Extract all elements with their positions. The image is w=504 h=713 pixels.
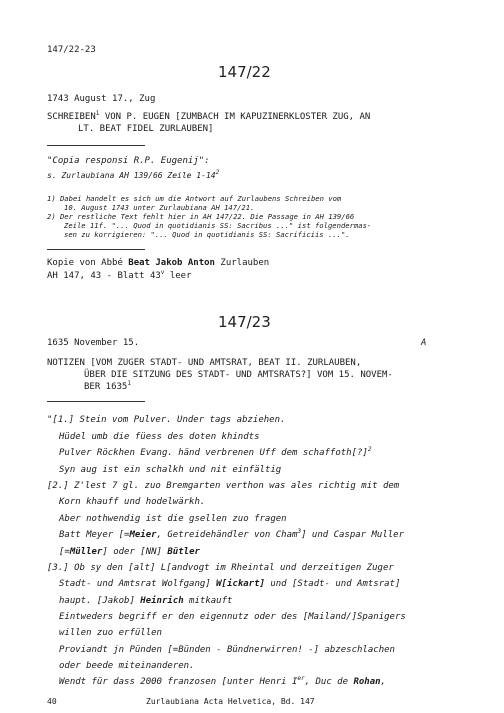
document-title-continued: ÜBER DIE SITZUNG DES STADT- UND AMTSRATS?] VOM 15. NOVEM- bbox=[84, 370, 393, 380]
document-title: NOTIZEN [VOM ZUGER STADT- UND AMTSRAT, BEAT II. ZURLAUBEN, bbox=[47, 358, 362, 368]
document-number: 147/23 bbox=[218, 313, 271, 331]
document-date: 1635 November 15. bbox=[47, 338, 140, 348]
transcript-line: "[1.] Stein vom Pulver. Under tags abziehen. bbox=[47, 415, 286, 425]
footnote-1-line-1: 1) Dabei handelt es sich um die Antwort auf Zurlaubens Schreiben vom bbox=[47, 194, 342, 203]
transcript-line: [=Müller] oder [NN] Bütler bbox=[59, 547, 200, 557]
transcript-line: Eintweders begriff er den eigennutz oder des [Mailand/]Spanigers bbox=[59, 612, 406, 622]
source-reference: s. Zurlaubiana AH 139/66 Zeile $1-14^2$ bbox=[47, 169, 220, 180]
footnote-1-line-2: 10. August 1743 unter Zurlaubiana AH 147/21. bbox=[64, 203, 255, 212]
transcript-line: oder beede miteinanderen. bbox=[59, 661, 195, 671]
document-title-continued: LT. BEAT FIDEL ZURLAUBEN] bbox=[78, 124, 214, 134]
document-mark: A bbox=[421, 338, 427, 348]
copy-note: Kopie von Abbé Beat Jakob Anton Zurlauben bbox=[47, 258, 270, 268]
transcript-line: [3.] Ob sy den [alt] L[andvogt im Rheintal und derzeitigen Zuger bbox=[47, 563, 394, 573]
document-title-continued: BER 1635$^1$ bbox=[84, 380, 131, 392]
quoted-heading: "Copia responsi R.P. Eugenij": bbox=[47, 156, 210, 166]
footnote-2-line-3: sen zu korrigieren: "... Quod in quotidianis SS: Sacrificiis ...". bbox=[64, 230, 350, 239]
footnote-2-line-1: 2) Der restliche Text fehlt hier in AH 147/22. Die Passage in AH 139/66 bbox=[47, 212, 355, 221]
footnote-2-line-2: Zeile 11f. "... Quod in quotidianis SS: Sacribus ..." ist folgendermas- bbox=[64, 221, 372, 230]
transcript-line: Proviandt jn Pünden [=Bünden - Bündnerwirren! -] abzeschlachen bbox=[59, 645, 395, 655]
transcript-line: willen zuo erfüllen bbox=[59, 628, 162, 638]
section-divider bbox=[47, 249, 145, 250]
transcript-line: Aber nothwendig ist die gsellen zuo fragen bbox=[59, 514, 287, 524]
transcript-line: Syn aug ist ein schalkh und nit einfältig bbox=[59, 465, 282, 475]
transcript-line: Hüdel umb die füess des doten khindts bbox=[59, 432, 260, 442]
section-divider bbox=[47, 145, 145, 146]
transcript-line: [2.] Z'lest 7 gl. zuo Bremgarten verthon was ales richtig mit dem bbox=[47, 481, 400, 491]
header-reference: 147/22-23 bbox=[47, 45, 96, 55]
document-date: 1743 August 17., Zug bbox=[47, 94, 156, 104]
running-footer: Zurlaubiana Acta Helvetica, Bd. 147 bbox=[146, 697, 315, 706]
transcript-line: Batt Meyer [=Meier, Getreidehändler von Cham$^3$] und Caspar Muller bbox=[59, 528, 405, 540]
document-number: 147/22 bbox=[218, 63, 271, 81]
footnote-marker: 1 bbox=[95, 110, 100, 117]
document-title: SCHREIBEN$^1$ VON P. EUGEN [ZUMBACH IM KAPUZINERKLOSTER ZUG, AN bbox=[47, 110, 371, 122]
transcript-line: Korn khauff und hodelwärkh. bbox=[59, 497, 206, 507]
page-number: 40 bbox=[47, 697, 57, 706]
transcript-line: haupt. [Jakob] Heinrich mitkauft bbox=[59, 596, 233, 606]
transcript-line: Wendt für dass 2000 franzosen [unter Henri Ier, Duc de Rohan, bbox=[59, 675, 386, 687]
transcript-line: Stadt- und Amtsrat Wolfgang] W[ickart] und [Stadt- und Amtsrat] bbox=[59, 579, 401, 589]
transcript-line: Pulver Röckhen Evang. händ verbrenen Uff dem schaffoth[?]$^2$ bbox=[59, 446, 372, 458]
section-divider bbox=[47, 401, 145, 402]
archive-location: AH 147, 43 - Blatt 43$^v$ leer bbox=[47, 269, 192, 281]
